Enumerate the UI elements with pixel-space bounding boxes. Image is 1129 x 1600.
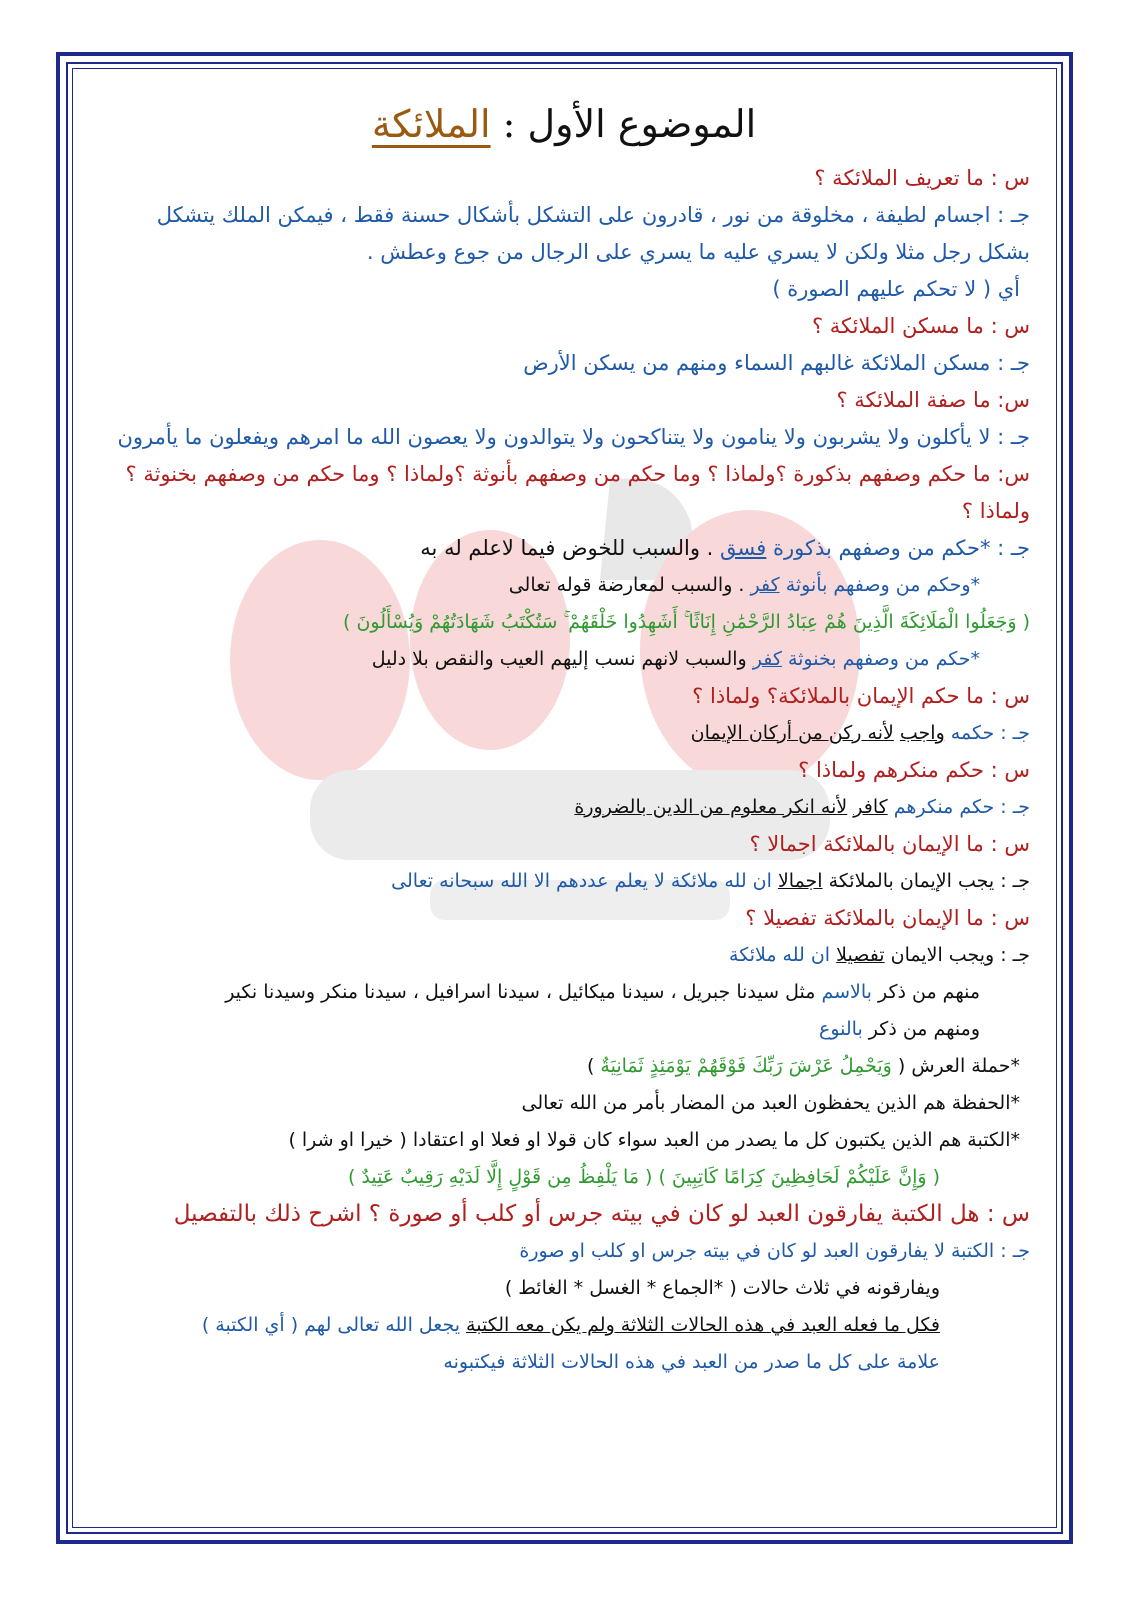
question-dwelling: س : ما مسكن الملائكة ؟	[811, 314, 1030, 338]
answer-definition: جـ : اجسام لطيفة ، مخلوقة من نور ، قادرون على التشكل بأشكال حسنة فقط ، فيمكن الملك يتشكل بشكل رجل مثلا ولكن لا يسري عليه ما يسري على الرجال من جوع وعطش .	[156, 203, 1030, 264]
three-cases: ويفارقونه في ثلاث حالات ( *الجماع * الغسل * الغائط )	[504, 1277, 940, 1299]
answer-belief-detailed: جـ : ويجب الايمان تفصيلا ان لله ملائكة	[729, 944, 1030, 966]
title-prefix: الموضوع الأول :	[502, 102, 757, 146]
answer-belief-general: جـ : يجب الإيمان بالملائكة اجمالا ان لله ملائكة لا يعلم عددهم الا الله سبحانه تعالى	[391, 870, 1030, 892]
named-angels: منهم من ذكر بالاسم مثل سيدنا جبريل ، سيدنا ميكائيل ، سيدنا اسرافيل ، سيدنا منكر وسيدنا نكير	[225, 981, 980, 1003]
ruling-word: كفر	[750, 574, 780, 596]
question-scribes-leave: س : هل الكتبة يفارقون العبد لو كان في بيته جرس أو كلب أو صورة ؟ اشرح ذلك بالتفصيل	[173, 1201, 1030, 1227]
answer-denier-ruling: جـ : حكم منكرهم كافر لأنه انكر معلوم من الدين بالضرورة	[574, 796, 1030, 818]
answer-feminine: *وحكم من وصفهم بأنوثة كفر . والسبب لمعارضة قوله تعالى	[508, 574, 980, 596]
scribe-angels: *الكتبة هم الذين يكتبون كل ما يصدر من العبد سواء كان قولا او فعلا او اعتقادا ( خيرا او شرا )	[288, 1129, 1020, 1151]
ruling-word: كفر	[752, 648, 782, 670]
ruling-word: فسق	[720, 536, 767, 560]
three-cases-sign: علامة على كل ما صدر من العبد في هذه الحالات الثلاثة فيكتبونه	[443, 1351, 940, 1373]
document-body	[98, 96, 1030, 1381]
question-attributes: س: ما صفة الملائكة ؟	[836, 388, 1030, 412]
title-highlight: الملائكة	[371, 102, 491, 146]
question-belief-detailed: س : ما الإيمان بالملائكة تفصيلا ؟	[745, 906, 1030, 930]
answer-attributes: جـ : لا يأكلون ولا يشربون ولا ينامون ولا يتناكحون ولا يتوالدون ولا يعصون الله ما امرهم ويفعلون ما يأمرون	[117, 425, 1030, 449]
question-belief-general: س : ما الإيمان بالملائكة اجمالا ؟	[749, 832, 1030, 856]
key-word: تفصيلا	[836, 944, 885, 966]
answer-scribes-leave: جـ : الكتبة لا يفارقون العبد لو كان في بيته جرس او كلب او صورة	[519, 1240, 1030, 1262]
question-gender-ruling: س: ما حكم وصفهم بذكورة ؟ولماذا ؟ وما حكم من وصفهم بأنوثة ؟ولماذا ؟ وما حكم من وصفهم بخنوثة ؟ ولماذا ؟	[125, 462, 1030, 523]
question-definition: س : ما تعريف الملائكة ؟	[814, 166, 1030, 190]
answer-hermaphrodite: *حكم من وصفهم بخنوثة كفر والسبب لانهم نسب إليهم العيب والنقص بلا دليل	[371, 648, 980, 670]
question-belief-ruling: س : ما حكم الإيمان بالملائكة؟ ولماذا ؟	[692, 684, 1030, 708]
key-word: اجمالا	[777, 870, 823, 892]
quran-verse-haqqa: وَيَحْمِلُ عَرْشَ رَبِّكَ فَوْقَهُمْ يَوْمَئِذٍ ثَمَانِيَةٌ	[600, 1055, 892, 1077]
ruling-word: واجب	[899, 722, 945, 744]
quran-verse-zukhruf: ( وَجَعَلُوا الْمَلَائِكَةَ الَّذِينَ هُمْ عِبَادُ الرَّحْمَٰنِ إِنَاثًا ۚ أَشَهِدُوا خَلْقَهُمْ ۚ سَتُكْتَبُ شَهَادَتُهُمْ وَيُسْأَلُونَ )	[343, 611, 1030, 633]
page-title	[98, 102, 1030, 146]
throne-bearers: *حملة العرش ( وَيَحْمِلُ عَرْشَ رَبِّكَ فَوْقَهُمْ يَوْمَئِذٍ ثَمَانِيَةٌ )	[586, 1055, 1020, 1077]
typed-angels: ومنهم من ذكر بالنوع	[818, 1018, 980, 1040]
ruling-word: كافر	[853, 796, 888, 818]
quran-verses-scribes: ( وَإِنَّ عَلَيْكُمْ لَحَافِظِينَ كِرَامًا كَاتِبِينَ ) ( مَا يَلْفِظُ مِن قَوْلٍ إِلَّا لَدَيْهِ رَقِيبٌ عَتِيدٌ )	[347, 1166, 940, 1188]
guardian-angels: *الحفظة هم الذين يحفظون العبد من المضار بأمر من الله تعالى	[521, 1092, 1020, 1114]
question-denier-ruling: س : حكم منكرهم ولماذا ؟	[798, 758, 1030, 782]
answer-masculine: جـ : *حكم من وصفهم بذكورة فسق . والسبب للخوض فيما لاعلم له به	[420, 536, 1030, 560]
key-word: بالاسم	[821, 981, 872, 1003]
answer-definition-note: أي ( لا تحكم عليهم الصورة )	[772, 277, 1020, 301]
answer-belief-ruling: جـ : حكمه واجب لأنه ركن من أركان الإيمان	[690, 722, 1030, 744]
three-cases-detail: فكل ما فعله العبد في هذه الحالات الثلاثة ولم يكن معه الكتبة يجعل الله تعالى لهم ( أي الكتبة )	[201, 1314, 940, 1336]
answer-dwelling: جـ : مسكن الملائكة غالبهم السماء ومنهم من يسكن الأرض	[523, 351, 1030, 375]
